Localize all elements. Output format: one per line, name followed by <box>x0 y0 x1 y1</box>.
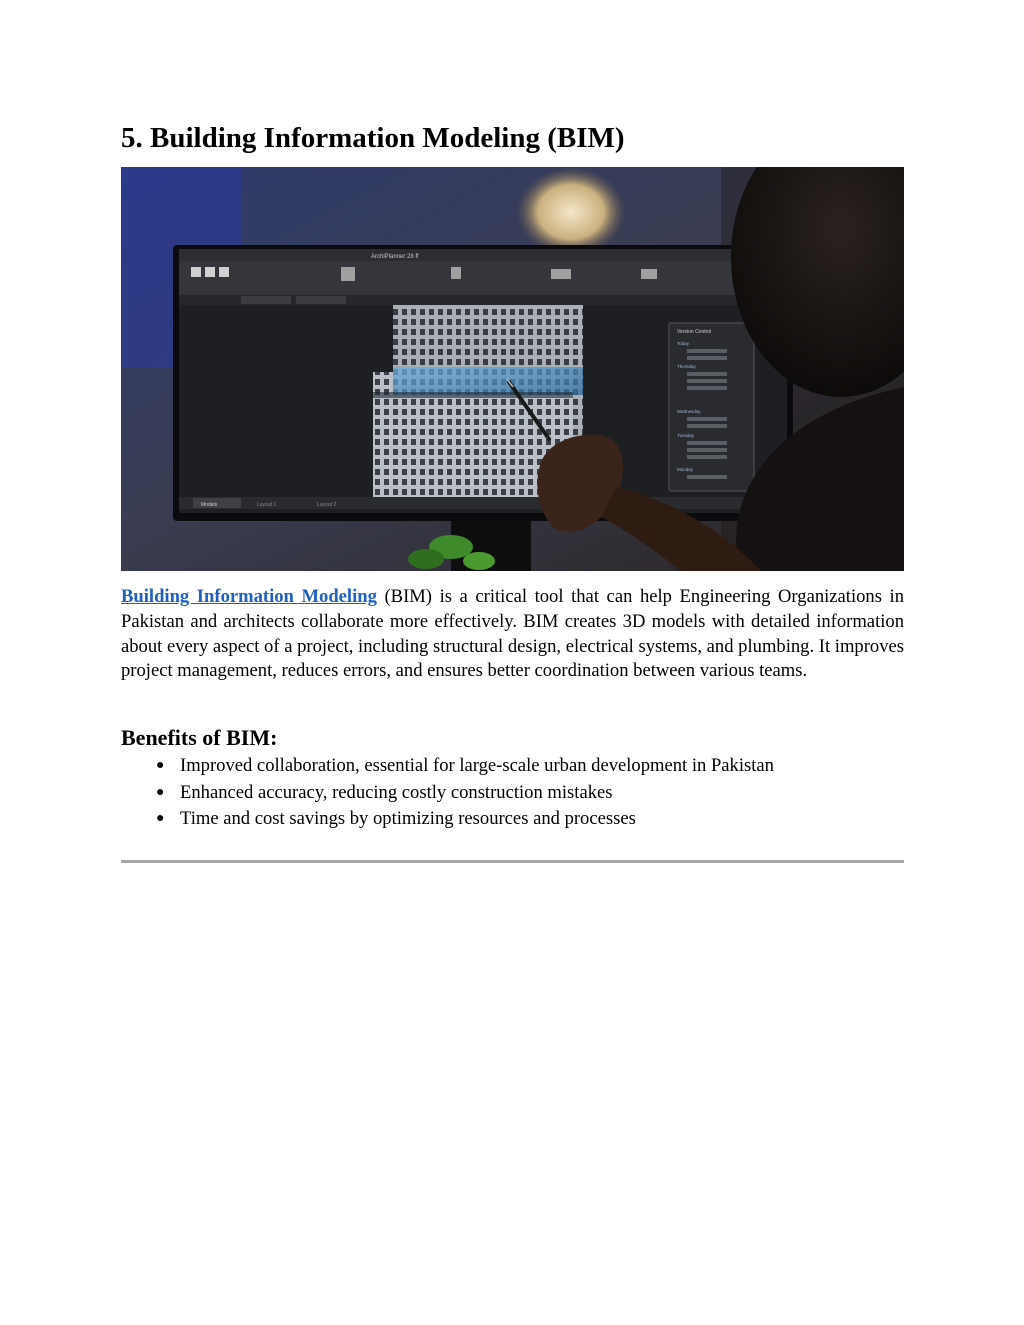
bullet-icon: ● <box>156 758 165 773</box>
bim-paragraph <box>121 585 904 684</box>
bim-link[interactable]: Building Information Modeling <box>121 586 377 607</box>
tab-layout-2: Layout 2 <box>317 502 337 508</box>
panel-day: Today <box>677 341 690 346</box>
list-item <box>121 753 904 780</box>
benefits-list <box>121 753 904 833</box>
building-glass-floor <box>393 367 583 395</box>
panel-day: Thursday <box>677 364 696 369</box>
bim-photo <box>121 167 904 571</box>
ribbon-toolbar <box>179 261 787 295</box>
list-item <box>121 806 904 833</box>
list-item-text: Time and cost savings by optimizing resources and processes <box>180 808 636 829</box>
list-item-text: Enhanced accuracy, reducing costly construction mistakes <box>180 781 613 803</box>
benefits-heading: Benefits of BIM: <box>121 725 278 750</box>
panel-day: Wednesday <box>677 409 701 414</box>
panel-title: Version Control <box>677 329 712 335</box>
tab-layout-1: Layout 1 <box>257 502 277 508</box>
paragraph-text: (BIM) is a critical tool that can help Engineering Organizations in Pakistan and architects collaborate more effectively. BIM creates 3D models with detailed information about every aspect of a project, including structural design, electrical systems, and plumbing. It improves project management, reduces errors, and ensures better coordination between various teams. <box>121 586 904 682</box>
tab-models: Models <box>201 502 218 508</box>
horizontal-divider <box>121 860 904 863</box>
bullet-icon: ● <box>156 784 165 800</box>
panel-day: Monday <box>677 467 694 472</box>
bullet-icon: ● <box>156 811 165 826</box>
list-item-text: Improved collaboration, essential for large-scale urban development in Pakistan <box>180 755 774 776</box>
version-control-panel <box>669 323 754 491</box>
lamp-glow <box>516 167 626 257</box>
list-item <box>121 780 904 807</box>
panel-day: Tuesday <box>677 433 695 438</box>
software-title: ArchiPlanner 28 ff <box>371 254 419 260</box>
section-heading: 5. Building Information Modeling (BIM) <box>121 122 625 154</box>
